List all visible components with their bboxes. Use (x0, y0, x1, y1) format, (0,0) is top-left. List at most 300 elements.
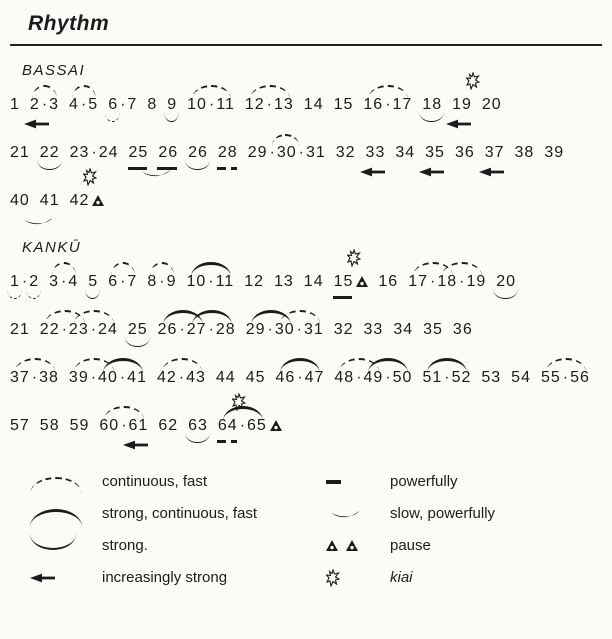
legend (8, 470, 606, 589)
number-group (425, 144, 445, 162)
step-number: 16 (378, 273, 399, 290)
dot-separator: · (159, 273, 165, 290)
number-group (10, 273, 39, 291)
number-group (69, 369, 147, 387)
arc-dashed (162, 358, 202, 372)
dot-separator: · (61, 321, 67, 338)
step-number: 20 (496, 273, 516, 291)
section-title: KANKŪ (22, 239, 82, 256)
step-number: 42 (156, 369, 177, 386)
number-group (108, 96, 137, 114)
step-number: 16 (363, 96, 384, 113)
step-number: 18 (422, 96, 442, 114)
step-number: 37 (485, 144, 505, 162)
step-number: 5 (88, 273, 98, 291)
number-group (515, 144, 535, 162)
step-number: 32 (333, 321, 354, 338)
step-number: 41 (39, 192, 60, 209)
dot-separator: · (296, 321, 302, 338)
dot-separator: · (267, 321, 273, 338)
step-number: 30 (277, 144, 297, 162)
step-number: 41 (127, 369, 147, 386)
dashed-underline (217, 440, 237, 444)
dot-separator: · (385, 96, 391, 113)
step-number: 64 (218, 417, 238, 435)
step-number: 60 (99, 417, 120, 434)
legend-pause-pair-icon (322, 540, 390, 551)
under-arc-dashed (26, 289, 41, 299)
step-number: 1 (10, 273, 20, 291)
number-group (422, 96, 442, 114)
legend-arc-solid-icon (30, 501, 102, 527)
number-group (70, 192, 105, 210)
dot-separator: · (208, 96, 215, 113)
legend-row (30, 566, 322, 589)
step-number: 1 (10, 96, 20, 113)
step-number: 8 (147, 273, 158, 290)
step-number: 61 (129, 417, 149, 435)
step-number: 23 (69, 144, 90, 161)
step-number: 26 (157, 321, 178, 338)
number-group (274, 273, 294, 291)
number-group (216, 369, 236, 387)
number-group (10, 96, 20, 114)
step-number: 13 (274, 273, 294, 290)
number-group (496, 273, 516, 291)
kiai-icon (466, 72, 480, 90)
under-arc-solid (164, 112, 179, 122)
step-number: 62 (158, 417, 179, 434)
step-number: 4 (69, 96, 79, 113)
under-arc-solid (419, 112, 444, 122)
step-number: 46 (275, 369, 296, 386)
dot-separator: · (121, 417, 127, 434)
dot-separator: · (120, 96, 126, 113)
step-number: 7 (127, 273, 138, 290)
number-group (188, 144, 208, 162)
number-group (129, 144, 149, 162)
step-number: 25 (128, 321, 148, 339)
step-number: 21 (10, 321, 30, 338)
arc-dashed (368, 85, 408, 99)
under-arc-solid (85, 289, 100, 299)
number-group (275, 369, 324, 387)
step-number: 43 (186, 369, 206, 386)
arc-solid (192, 310, 232, 325)
step-number: 11 (216, 96, 235, 113)
arc-dashed (52, 262, 77, 276)
dot-separator: · (179, 321, 185, 338)
step-number: 11 (215, 273, 235, 290)
powerfully-underline (157, 167, 177, 171)
number-group (378, 273, 398, 291)
number-group (10, 321, 30, 339)
arc-solid (223, 406, 263, 421)
step-number: 17 (392, 96, 413, 113)
number-group (70, 417, 90, 435)
arc-dashed (546, 358, 586, 372)
number-group (246, 321, 324, 339)
legend-row (322, 534, 495, 557)
under-arc-dashed (7, 289, 22, 299)
number-group (452, 96, 472, 114)
dot-separator: · (80, 96, 87, 113)
arc-solid (368, 358, 408, 373)
under-arc-solid (125, 337, 150, 347)
step-number: 5 (88, 96, 99, 113)
step-number: 27 (186, 321, 207, 338)
number-group (128, 321, 148, 339)
step-number: 19 (452, 96, 472, 114)
step-number: 31 (303, 321, 324, 338)
step-number: 26 (188, 144, 208, 162)
kata-section (8, 239, 606, 448)
step-number: 28 (218, 144, 238, 162)
step-number: 18 (437, 273, 458, 290)
dashed-underline (217, 167, 237, 171)
legend-row (322, 470, 495, 493)
rhythm-line (8, 127, 606, 175)
step-number: 15 (333, 96, 354, 113)
under-arc-dashed (105, 112, 120, 122)
step-number: 29 (247, 144, 268, 161)
step-number: 59 (69, 417, 90, 434)
number-group (246, 369, 266, 387)
step-number: 26 (158, 144, 178, 162)
step-number: 21 (10, 144, 30, 161)
increasingly-strong-icon (24, 119, 50, 129)
under-arc-solid (185, 160, 210, 170)
arc-dashed (250, 85, 290, 99)
powerfully-underline (333, 296, 353, 300)
step-number: 15 (334, 273, 354, 291)
dot-separator: · (459, 273, 465, 290)
number-group (69, 96, 98, 114)
step-number: 20 (481, 96, 502, 113)
step-number: 12 (244, 273, 264, 290)
step-number: 9 (167, 96, 177, 114)
number-group (363, 96, 412, 114)
rhythm-sections (8, 62, 606, 448)
number-group (147, 273, 176, 291)
number-group (167, 96, 177, 114)
number-group (158, 417, 178, 435)
number-group (336, 144, 356, 162)
number-group (108, 273, 137, 291)
step-number: 40 (98, 369, 118, 386)
legend-label: increasingly strong (102, 569, 228, 586)
step-number: 35 (423, 321, 443, 338)
step-number: 40 (10, 192, 30, 210)
number-group (40, 144, 60, 162)
step-number: 13 (274, 96, 294, 113)
increasingly-strong-icon (419, 167, 445, 177)
step-number: 25 (129, 144, 149, 162)
dot-separator: · (90, 369, 97, 386)
number-group (10, 417, 30, 435)
page-title: Rhythm (28, 12, 110, 35)
step-number: 6 (108, 96, 118, 114)
number-group (248, 144, 326, 162)
legend-label: slow, powerfully (390, 505, 496, 522)
step-number: 47 (304, 369, 325, 386)
dot-separator: · (31, 369, 38, 386)
step-number: 8 (147, 96, 158, 113)
number-group (366, 144, 386, 162)
step-number: 57 (10, 417, 30, 434)
step-number: 14 (303, 273, 324, 290)
rhythm-line (8, 256, 606, 304)
legend-row (30, 534, 322, 557)
increasingly-strong-icon (446, 119, 472, 129)
step-number: 39 (544, 144, 565, 161)
step-number: 35 (425, 144, 445, 162)
number-group (422, 369, 471, 387)
number-group (158, 321, 236, 339)
legend-label: strong. (102, 537, 148, 554)
number-group (10, 192, 30, 210)
number-group (88, 273, 98, 291)
dot-separator: · (178, 369, 185, 386)
number-group (511, 369, 531, 387)
step-number: 22 (39, 321, 60, 338)
number-group (541, 369, 590, 387)
step-number: 17 (408, 273, 428, 290)
dot-separator: · (21, 273, 28, 290)
rhythm-line (8, 400, 606, 448)
number-group (334, 369, 412, 387)
step-number: 38 (39, 369, 59, 386)
step-number: 36 (454, 144, 475, 161)
arc-dashed (150, 262, 175, 276)
arc-dashed (442, 262, 482, 276)
small-over-arc-dashed (272, 134, 299, 146)
dot-separator: · (90, 321, 97, 338)
arc-solid (280, 358, 320, 373)
step-number: 3 (49, 273, 60, 290)
legend-row (30, 502, 322, 525)
arc-solid (191, 262, 230, 277)
dot-separator: · (119, 369, 126, 386)
step-number: 44 (215, 369, 236, 386)
dot-separator: · (562, 369, 569, 386)
dot-separator: · (91, 144, 97, 161)
legend-label: pause (390, 537, 431, 554)
dot-separator: · (297, 369, 303, 386)
step-number: 3 (49, 96, 60, 113)
step-number: 7 (127, 96, 138, 113)
number-group (244, 273, 264, 291)
dot-separator: · (444, 369, 450, 386)
rhythm-line (8, 175, 606, 223)
step-number: 23 (68, 321, 89, 338)
step-number: 12 (244, 96, 265, 113)
number-group (304, 96, 324, 114)
step-number: 2 (29, 273, 39, 291)
arc-dashed (72, 85, 97, 99)
rhythm-line (8, 304, 606, 352)
legend-row (322, 502, 495, 525)
number-group (453, 321, 473, 339)
number-group (186, 273, 234, 291)
arc-dashed (192, 85, 231, 99)
legend-label: continuous, fast (102, 473, 208, 490)
legend-crescent-icon (322, 507, 390, 520)
arc-dashed (280, 310, 320, 324)
dot-separator: · (41, 96, 48, 113)
step-number: 24 (98, 321, 118, 338)
dot-separator: · (208, 321, 214, 338)
under-arc-solid (37, 160, 62, 170)
step-number: 49 (363, 369, 384, 386)
number-group (334, 321, 354, 339)
number-group (49, 273, 78, 291)
number-group (334, 96, 354, 114)
kiai-icon (347, 249, 361, 267)
step-number: 51 (422, 369, 443, 386)
dot-separator: · (266, 96, 272, 113)
step-number: 31 (305, 144, 326, 161)
kiai-icon (83, 168, 97, 186)
legend-right-column (322, 470, 495, 589)
dot-separator: · (208, 273, 214, 290)
step-number: 22 (40, 144, 60, 162)
step-number: 54 (511, 369, 531, 386)
step-number: 33 (363, 321, 384, 338)
arc-dashed (74, 310, 114, 324)
legend-left-column (30, 470, 322, 589)
step-number: 30 (274, 321, 295, 338)
dot-separator: · (120, 273, 126, 290)
number-group (334, 273, 369, 291)
step-number: 48 (334, 369, 355, 386)
dot-separator: · (269, 144, 275, 161)
number-group (544, 144, 564, 162)
section-title: BASSAI (22, 62, 86, 79)
under-arc-solid (493, 289, 518, 299)
legend-label: strong, continuous, fast (102, 505, 258, 522)
number-group (10, 369, 59, 387)
number-group (99, 417, 148, 435)
dot-separator: · (429, 273, 436, 290)
step-number: 53 (481, 369, 502, 386)
number-group (218, 417, 282, 435)
pause-icon (92, 195, 104, 206)
step-number: 65 (247, 417, 267, 434)
number-group (188, 417, 208, 435)
increasingly-strong-icon (360, 167, 386, 177)
legend-kiai-icon (322, 569, 390, 587)
legend-row (30, 470, 322, 493)
step-number: 38 (514, 144, 535, 161)
legend-label: kiai (390, 569, 413, 586)
number-group (304, 273, 324, 291)
arc-dashed (111, 262, 136, 276)
legend-label: powerfully (390, 473, 458, 490)
step-number: 45 (245, 369, 266, 386)
pause-icon (270, 420, 282, 431)
step-number: 19 (466, 273, 487, 290)
arc-dashed (104, 406, 144, 420)
step-number: 42 (70, 192, 90, 210)
increasingly-strong-icon (479, 167, 505, 177)
step-number: 32 (335, 144, 356, 161)
step-number: 56 (570, 369, 590, 386)
step-number: 14 (303, 96, 324, 113)
slow-powerfully-icon (19, 214, 53, 227)
step-number: 10 (187, 96, 207, 113)
step-number: 4 (68, 273, 79, 290)
number-group (157, 369, 206, 387)
number-group (423, 321, 443, 339)
step-number: 55 (540, 369, 561, 386)
number-group (485, 144, 505, 162)
step-number: 34 (395, 144, 416, 161)
arc-dashed (15, 358, 55, 372)
step-number: 9 (166, 273, 177, 290)
number-group (245, 96, 294, 114)
increasingly-strong-icon (123, 440, 149, 450)
legend-arrow-icon (30, 573, 102, 583)
step-number: 37 (10, 369, 30, 386)
number-group (70, 144, 119, 162)
legend-bar-icon (322, 480, 390, 484)
step-number: 34 (393, 321, 414, 338)
dot-separator: · (298, 144, 304, 161)
step-number: 28 (215, 321, 236, 338)
arc-solid (427, 358, 467, 373)
number-group (40, 192, 60, 210)
step-number: 24 (98, 144, 119, 161)
number-group (481, 369, 501, 387)
rhythm-line (8, 79, 606, 127)
legend-arc-under-icon (30, 534, 102, 558)
number-group (364, 321, 384, 339)
arc-solid (103, 358, 143, 373)
number-group (455, 144, 475, 162)
arc-dashed (32, 85, 57, 99)
step-number: 10 (186, 273, 207, 290)
under-arc-solid (185, 433, 210, 443)
dot-separator: · (61, 273, 67, 290)
step-number: 50 (392, 369, 413, 386)
pause-icon (356, 276, 368, 287)
number-group (482, 96, 502, 114)
step-number: 2 (30, 96, 40, 114)
step-number: 52 (451, 369, 472, 386)
number-group (395, 144, 415, 162)
step-number: 36 (452, 321, 473, 338)
number-group (30, 96, 59, 114)
number-group (187, 96, 235, 114)
rhythm-line (8, 352, 606, 400)
number-group (393, 321, 413, 339)
kata-section (8, 62, 606, 223)
step-number: 33 (366, 144, 386, 162)
number-group (218, 144, 238, 162)
dot-separator: · (239, 417, 246, 434)
dot-separator: · (356, 369, 362, 386)
number-group (147, 96, 157, 114)
step-number: 39 (68, 369, 89, 386)
divider (10, 44, 602, 46)
step-number: 63 (188, 417, 208, 435)
legend-row (322, 566, 495, 589)
dot-separator: · (385, 369, 391, 386)
number-group (158, 144, 178, 162)
number-group (408, 273, 486, 291)
number-group (10, 144, 30, 162)
